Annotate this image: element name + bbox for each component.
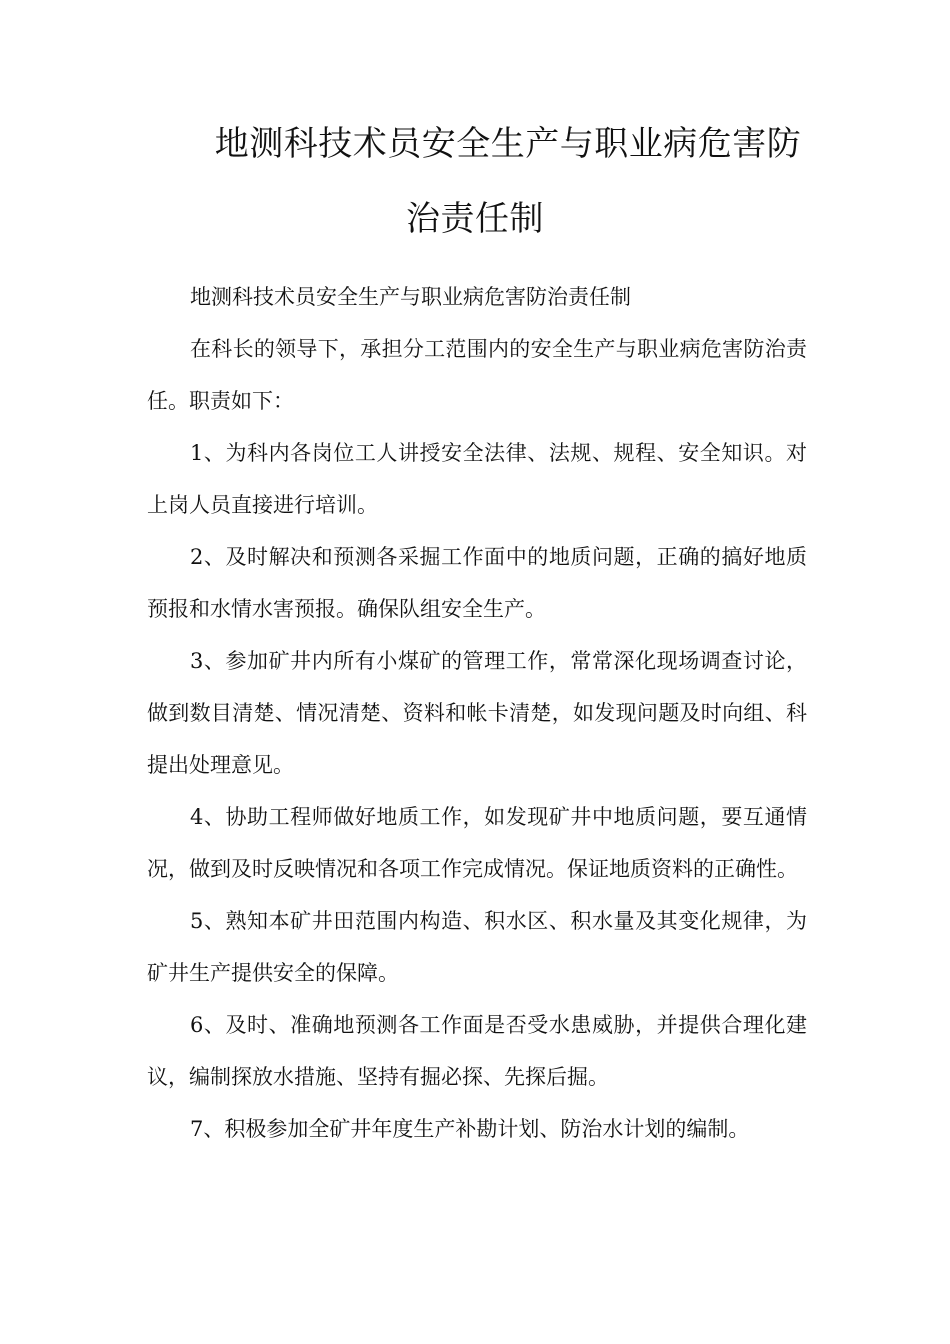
document-title-line-1: 地测科技术员安全生产与职业病危害防 bbox=[214, 124, 802, 164]
document-body bbox=[147, 271, 807, 1155]
paragraph-duty-3: 3、参加矿井内所有小煤矿的管理工作，常常深化现场调查讨论，做到数目清楚、情况清楚、资料和帐卡清楚，如发现问题及时向组、科提出处理意见。 bbox=[147, 649, 807, 777]
paragraph-duty-1: 1、为科内各岗位工人讲授安全法律、法规、规程、安全知识。对上岗人员直接进行培训。 bbox=[147, 441, 807, 517]
document-title-line-2: 治责任制 bbox=[406, 199, 544, 239]
paragraph-duty-2: 2、及时解决和预测各采掘工作面中的地质问题，正确的搞好地质预报和水情水害预报。确保队组安全生产。 bbox=[147, 545, 807, 621]
paragraph-duty-5: 5、熟知本矿井田范围内构造、积水区、积水量及其变化规律，为矿井生产提供安全的保障。 bbox=[147, 909, 807, 985]
paragraph-duty-4: 4、协助工程师做好地质工作，如发现矿井中地质问题，要互通情况，做到及时反映情况和各项工作完成情况。保证地质资料的正确性。 bbox=[147, 805, 807, 881]
paragraph-intro: 在科长的领导下，承担分工范围内的安全生产与职业病危害防治责任。职责如下： bbox=[147, 337, 807, 413]
paragraph-subtitle: 地测科技术员安全生产与职业病危害防治责任制 bbox=[190, 285, 631, 309]
paragraph-duty-6: 6、及时、准确地预测各工作面是否受水患威胁，并提供合理化建议，编制探放水措施、坚持有掘必探、先探后掘。 bbox=[147, 1013, 807, 1089]
paragraph-duty-7: 7、积极参加全矿井年度生产补勘计划、防治水计划的编制。 bbox=[190, 1117, 750, 1141]
